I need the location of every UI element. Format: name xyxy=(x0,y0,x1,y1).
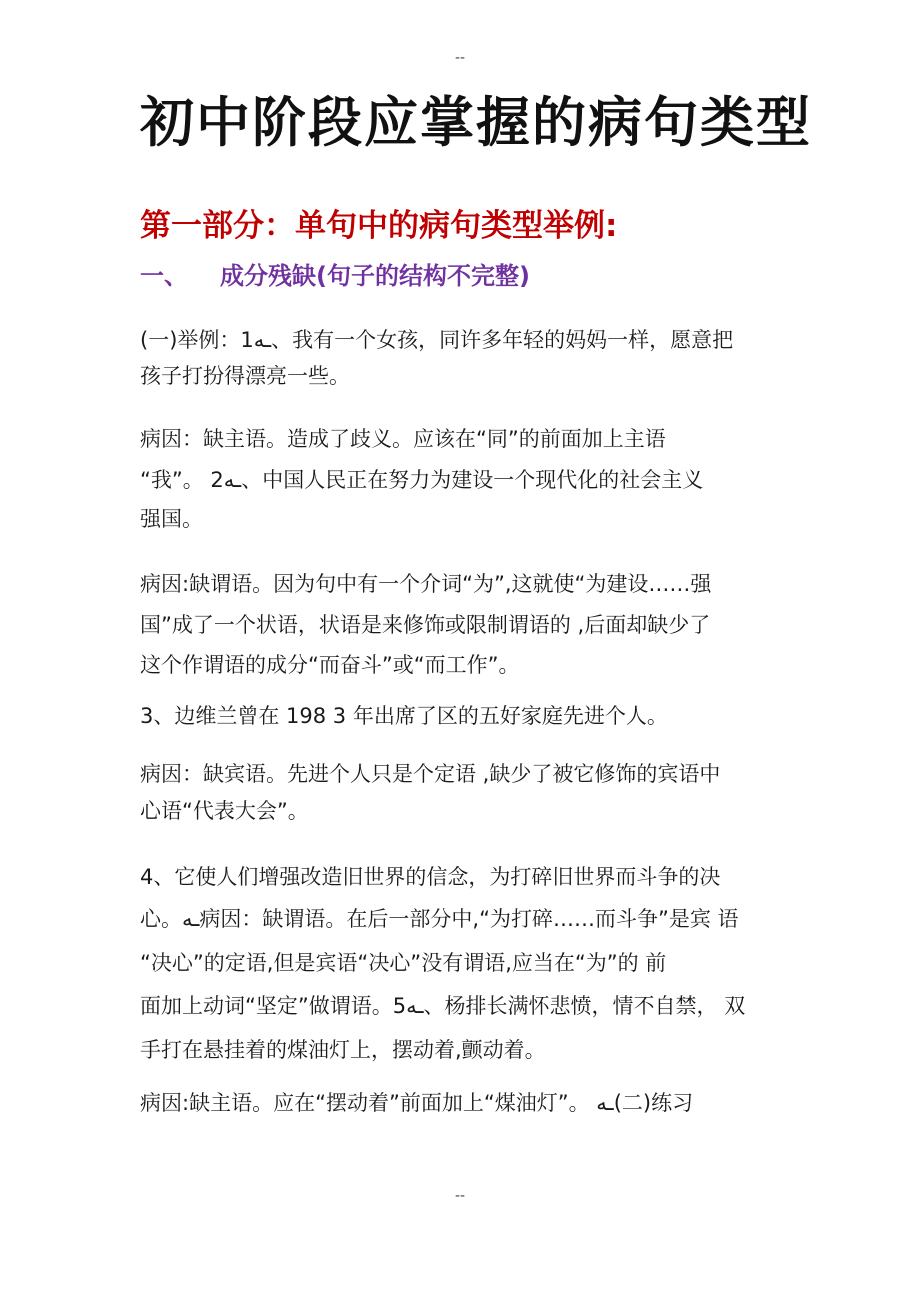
body-line: “我”。 2ـه、中国人民正在努力为建设一个现代化的社会主义 xyxy=(140,468,704,492)
body-line: 孩子打扮得漂亮一些。 xyxy=(140,364,350,388)
body-line: 病因：缺主语。造成了歧义。应该在“同”的前面加上主语 xyxy=(140,427,666,451)
body-line: 3、边维兰曾在 198 3 年出席了区的五好家庭先进个人。 xyxy=(140,704,668,728)
body-line: 病因:缺主语。应在“摆动着”前面加上“煤油灯”。 ـه(二)练习 xyxy=(140,1091,694,1115)
body-line: “决心”的定语,但是宾语“决心”没有谓语,应当在“为”的 前 xyxy=(140,951,667,975)
body-line: 病因:缺谓语。因为句中有一个介词“为”,这就使“为建设……强 xyxy=(140,572,712,596)
section-title xyxy=(140,256,530,291)
body-line: 手打在悬挂着的煤油灯上，摆动着,颤动着。 xyxy=(140,1038,546,1062)
body-line: (一)举例：1ـه、我有一个女孩，同许多年轻的妈妈一样，愿意把 xyxy=(140,328,734,352)
section-number: 一、 xyxy=(140,262,188,290)
section-title-text: 成分残缺(句子的结构不完整) xyxy=(220,262,530,290)
body-line: 这个作谓语的成分“而奋斗”或“而工作”。 xyxy=(140,653,520,677)
body-line: 心。ـه病因：缺谓语。在后一部分中,“为打碎……而斗争”是宾 语 xyxy=(140,907,739,931)
page-marker-top: -- xyxy=(454,50,466,66)
body-line: 面加上动词“坚定”做谓语。5ـه、杨排长满怀悲愤，情不自禁， 双 xyxy=(140,994,746,1018)
document-title: 初中阶段应掌握的病句类型 xyxy=(140,91,812,154)
body-line: 病因：缺宾语。先进个人只是个定语 ,缺少了被它修饰的宾语中 xyxy=(140,762,721,786)
body-line: 强国。 xyxy=(140,507,203,531)
body-line: 国”成了一个状语，状语是来修饰或限制谓语的 ,后面却缺少了 xyxy=(140,613,711,637)
body-line: 心语“代表大会”。 xyxy=(140,799,309,823)
part-title: 第一部分：单句中的病句类型举例: xyxy=(140,208,618,244)
page-marker-bottom: -- xyxy=(454,1188,466,1204)
body-line: 4、它使人们增强改造旧世界的信念，为打碎旧世界而斗争的决 xyxy=(140,865,721,889)
